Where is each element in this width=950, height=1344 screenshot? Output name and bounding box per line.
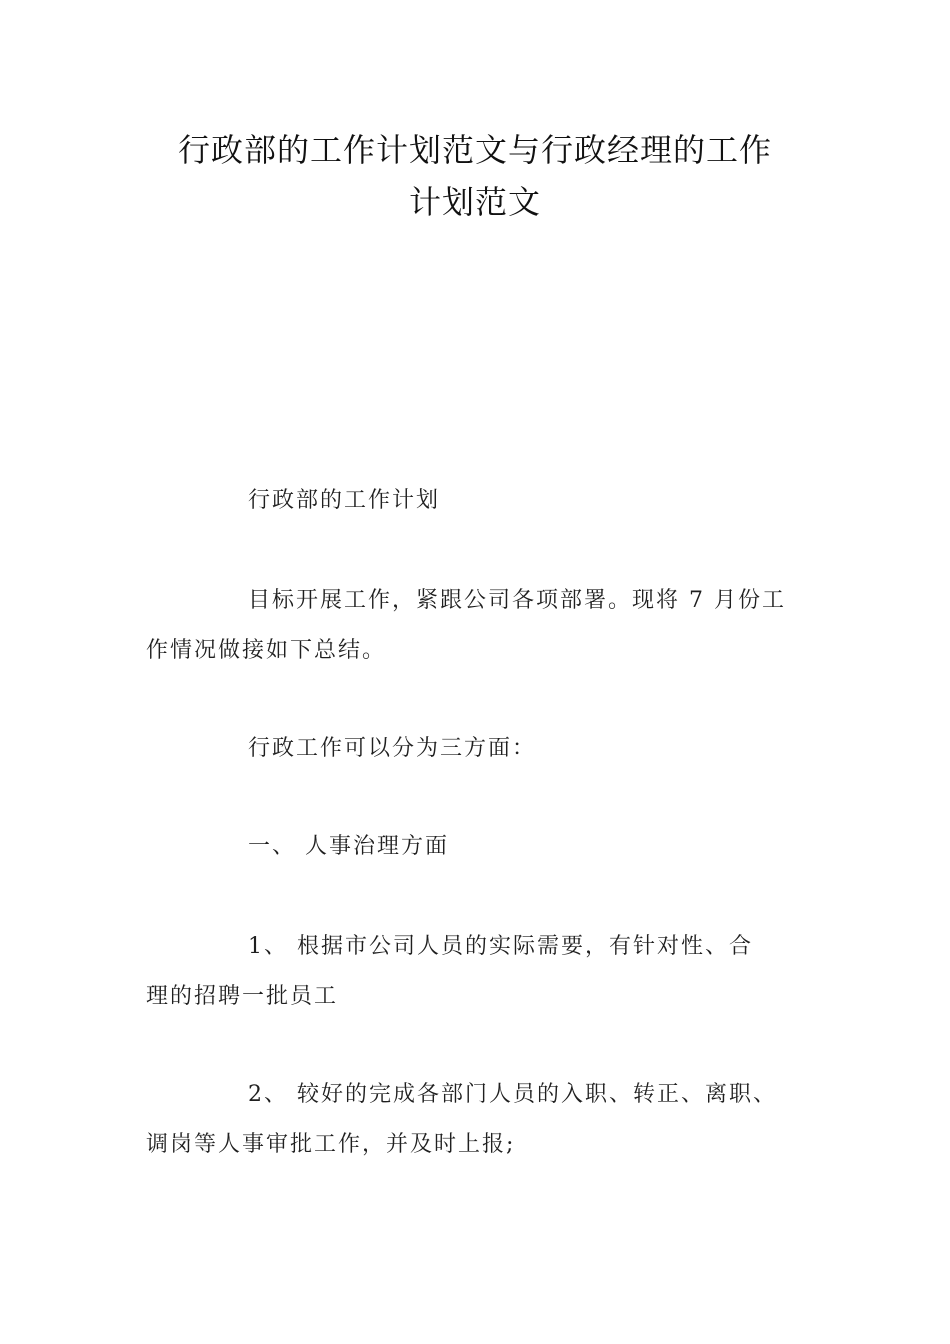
- admin-paragraph: [146, 724, 836, 774]
- document-title-line-2: 计划范文: [408, 183, 541, 221]
- section-heading: [146, 476, 836, 526]
- list-item-1-line-1: 1、 根据市公司人员的实际需要，有针对性、合: [248, 934, 753, 959]
- goal-paragraph: [146, 576, 836, 676]
- list-item-1: [146, 922, 836, 1022]
- goal-paragraph-line-1: 目标开展工作，紧跟公司各项部署。现将 7 月份工: [248, 588, 786, 613]
- list-item-2-line-2: 调岗等人事审批工作，并及时上报;: [146, 1132, 516, 1157]
- section-heading-text: 行政部的工作计划: [248, 488, 441, 513]
- list-item-1-line-2: 理的招聘一批员工: [146, 984, 339, 1009]
- section-one-heading-text: 一、 人事治理方面: [248, 834, 449, 859]
- section-one-heading: [146, 822, 836, 872]
- admin-paragraph-text: 行政工作可以分为三方面：: [248, 736, 537, 761]
- list-item-2-line-1: 2、 较好的完成各部门人员的入职、转正、离职、: [248, 1082, 777, 1107]
- goal-paragraph-line-2: 作情况做接如下总结。: [146, 638, 387, 663]
- document-title-line-1: 行政部的工作计划范文与行政经理的工作: [177, 131, 772, 169]
- list-item-2: [146, 1070, 836, 1170]
